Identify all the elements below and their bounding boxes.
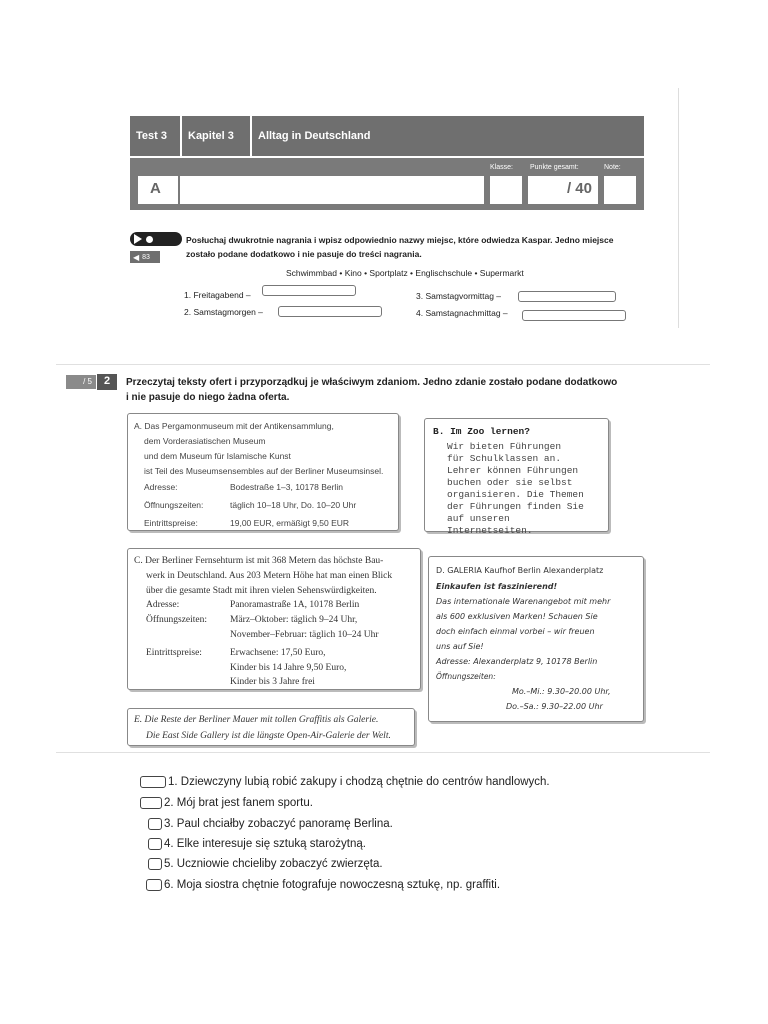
page-divider-bottom — [56, 752, 710, 753]
detail-value: März–Oktober: täglich 9–24 Uhr, — [230, 615, 358, 626]
note-field[interactable] — [604, 176, 636, 204]
answer-field-4[interactable] — [522, 310, 626, 321]
offer-d-line: doch einfach einmal vorbei – wir freuen — [436, 627, 595, 636]
offer-b-line: der Führungen finden Sie — [447, 501, 584, 512]
offer-a-line: A. Das Pergamonmuseum mit der Antikensammlung, — [134, 421, 334, 431]
statement-5 — [148, 858, 383, 870]
answer-box-3[interactable] — [148, 818, 162, 830]
statement-text: 3. Paul chciałby zobaczyć panoramę Berlina. — [164, 818, 393, 830]
offer-e-line: E. Die Reste der Berliner Mauer mit tollen Graffitis als Galerie. — [134, 715, 379, 725]
detail-value: 19,00 EUR, ermäßigt 9,50 EUR — [230, 518, 350, 528]
statement-text: 1. Dziewczyny lubią robić zakupy i chodzą chętnie do centrów handlowych. — [168, 776, 550, 788]
statement-1 — [140, 776, 550, 788]
offer-a-hours — [134, 498, 392, 513]
offer-c-line: über die gesamte Stadt mit ihren vielen Sehenswürdigkeiten. — [146, 585, 377, 596]
offer-d-line: Adresse: Alexanderplatz 9, 10178 Berlin — [436, 657, 598, 666]
offer-c-detail — [134, 675, 414, 690]
offer-c-detail — [134, 646, 414, 661]
detail-value: Kinder bis 14 Jahre 9,50 Euro, — [230, 662, 347, 673]
offer-b-line: buchen oder sie selbst — [447, 477, 573, 488]
offer-b-line: Lehrer können Führungen — [447, 465, 579, 476]
offer-c-detail — [134, 661, 414, 676]
record-dot-icon — [146, 236, 153, 243]
statement-text: 2. Mój brat jest fanem sportu. — [164, 797, 313, 809]
offer-c-detail — [134, 613, 414, 628]
kapitel-label: Kapitel 3 — [182, 116, 252, 156]
statement-text: 5. Uczniowie chcieliby zobaczyć zwierzęta. — [164, 858, 383, 870]
detail-label: Eintrittspreise: — [146, 647, 202, 658]
detail-value: Bodestraße 1–3, 10178 Berlin — [230, 482, 343, 492]
answer-box-1[interactable] — [140, 776, 166, 788]
detail-label — [146, 628, 230, 643]
task1-item-4-label: 4. Samstagnachmittag – — [416, 308, 508, 318]
detail-value: täglich 10–18 Uhr, Do. 10–20 Uhr — [230, 500, 357, 510]
offer-d-hours: Mo.–Mi.: 9.30–20.00 Uhr, — [512, 687, 611, 696]
task1-instruction — [186, 233, 656, 261]
detail-label — [146, 661, 230, 676]
offer-d-subtitle: Einkaufen ist faszinierend! — [436, 582, 558, 591]
word-options: Schwimmbad • Kino • Sportplatz • Englischschule • Supermarkt — [286, 268, 524, 278]
note-label: Note: — [604, 164, 621, 171]
offer-d-line: uns auf Sie! — [436, 642, 484, 651]
task1-instruction-line1: Posłuchaj dwukrotnie nagrania i wpisz odpowiednio nazwy miejsc, które odwiedza Kaspar. Jedno miejsce — [186, 235, 614, 245]
task2-instruction-line2: i nie pasuje do niego żadna oferta. — [126, 392, 290, 403]
statement-4 — [148, 838, 366, 850]
detail-value: Kinder bis 3 Jahre frei — [230, 677, 315, 688]
audio-player[interactable] — [130, 232, 182, 246]
detail-label: Öffnungszeiten: — [144, 500, 204, 510]
task1-item-2 — [184, 307, 263, 317]
detail-label: Adresse: — [146, 600, 180, 611]
offer-d-line: als 600 exklusiven Marken! Schauen Sie — [436, 612, 598, 621]
offer-d-line: Öffnungszeiten: — [436, 672, 496, 681]
topic-title: Alltag in Deutschland — [258, 130, 371, 142]
offer-a-card — [127, 413, 399, 531]
detail-label: Öffnungszeiten: — [146, 615, 208, 626]
detail-value: Panoramastraße 1A, 10178 Berlin — [230, 600, 360, 611]
page-divider-top — [678, 88, 679, 328]
answer-box-6[interactable] — [146, 879, 162, 891]
detail-value: Erwachsene: 17,50 Euro, — [230, 647, 326, 658]
answer-box-5[interactable] — [148, 858, 162, 870]
offer-a-line: ist Teil des Museumsensembles auf der Berliner Museumsinsel. — [144, 466, 384, 476]
test-header — [130, 116, 644, 156]
task-number: 2 — [97, 374, 117, 390]
page-divider-mid — [56, 364, 710, 365]
statement-6 — [146, 879, 500, 891]
task1-item-3-label: 3. Samstagvormittag – — [416, 291, 502, 301]
task1-item-1 — [184, 290, 251, 300]
offer-c-detail — [134, 628, 414, 643]
name-field[interactable] — [180, 176, 484, 204]
klasse-label: Klasse: — [490, 164, 513, 171]
offer-d-card — [428, 556, 644, 722]
task1-instruction-line2: zostało podane dodatkowo i nie pasuje do treści nagrania. — [186, 249, 422, 259]
test-label: Test 3 — [130, 116, 182, 156]
offer-c-card — [127, 548, 421, 690]
offer-b-line: für Schulklassen an. — [447, 453, 562, 464]
offer-c-detail — [134, 598, 414, 613]
task1-item-2-label: 2. Samstagmorgen – — [184, 307, 263, 317]
klasse-field[interactable] — [490, 176, 522, 204]
answer-box-2[interactable] — [140, 797, 162, 809]
offer-b-line: organisieren. Die Themen — [447, 489, 584, 500]
track-number: 83 — [142, 253, 150, 261]
offer-c-line: werk in Deutschland. Aus 203 Metern Höhe hat man einen Blick — [146, 570, 393, 581]
offer-b-title: B. Im Zoo lernen? — [433, 426, 530, 437]
play-icon[interactable] — [134, 234, 142, 244]
statement-text: 6. Moja siostra chętnie fotografuje nowoczesną sztukę, np. graffiti. — [164, 879, 501, 891]
points-badge: / 5 — [66, 375, 96, 389]
offer-d-title: D. GALERIA Kaufhof Berlin Alexanderplatz — [436, 566, 604, 575]
offer-e-card — [127, 708, 415, 746]
task1-item-3 — [416, 291, 501, 301]
offer-a-line: dem Vorderasiatischen Museum — [144, 436, 266, 446]
answer-field-3[interactable] — [518, 291, 616, 302]
detail-value: November–Februar: täglich 10–24 Uhr — [230, 629, 379, 640]
punkte-label: Punkte gesamt: — [530, 164, 579, 171]
task2-instruction — [126, 375, 666, 405]
offer-a-address — [134, 480, 392, 495]
answer-box-4[interactable] — [148, 838, 162, 850]
answer-field-2[interactable] — [278, 306, 382, 317]
offer-a-prices — [134, 516, 392, 531]
answer-field-1[interactable] — [262, 285, 356, 296]
offer-b-line: Wir bieten Führungen — [447, 441, 562, 452]
offer-b-card — [424, 418, 609, 536]
statement-3 — [148, 818, 393, 830]
offer-e-line: Die East Side Gallery ist die längste Open-Air-Galerie der Welt. — [146, 731, 391, 741]
task1-item-4 — [416, 308, 508, 318]
offer-d-hours: Do.–Sa.: 9.30–22.00 Uhr — [506, 702, 603, 711]
offer-a-line: und dem Museum für Islamische Kunst — [144, 451, 291, 461]
detail-label: Eintrittspreise: — [144, 518, 198, 528]
track-badge — [130, 251, 160, 263]
offer-b-line: auf unseren Internetseiten. — [447, 513, 533, 536]
detail-label — [146, 675, 230, 690]
task2-instruction-line1: Przeczytaj teksty ofert i przyporządkuj je właściwym zdaniom. Jedno zdanie zostało podane dodatkowo — [126, 377, 618, 388]
speaker-icon: ◀ — [133, 252, 140, 262]
group-box: A — [138, 176, 178, 204]
task1-item-1-label: 1. Freitagabend – — [184, 290, 251, 300]
detail-label: Adresse: — [144, 482, 178, 492]
statement-text: 4. Elke interesuje się sztuką starożytną. — [164, 838, 366, 850]
statement-2 — [140, 797, 313, 809]
offer-d-line: Das internationale Warenangebot mit mehr — [436, 597, 611, 606]
name-row — [130, 158, 644, 210]
offer-c-line: C. Der Berliner Fernsehturm ist mit 368 Metern das höchste Bau- — [134, 556, 384, 566]
score-box: / 40 — [528, 176, 598, 204]
